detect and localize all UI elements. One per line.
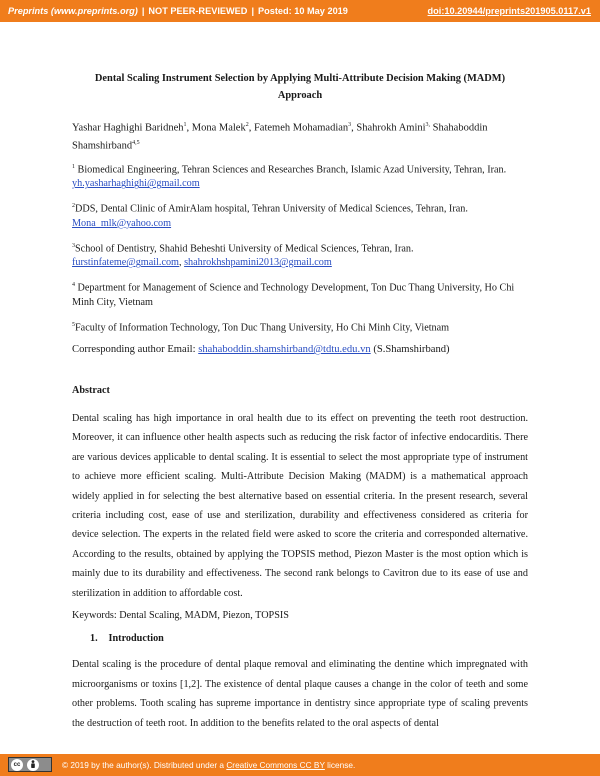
affiliation-sup: 3 [72,242,75,249]
affiliation-sup: 1 [72,164,75,170]
section-title: Introduction [108,633,164,645]
author-list [72,118,528,153]
title-line-2: Approach [277,90,323,101]
cc-logo-icon: cc [11,759,23,771]
corresponding-label: Corresponding author Email: [72,343,199,355]
section-number: 1. [90,633,98,645]
section-heading-introduction [90,633,528,644]
author-sup: 3 [348,122,352,128]
affiliation-2 [72,199,528,230]
posted-date: Posted: 10 May 2019 [258,6,348,16]
paper-title [72,70,528,104]
email-link[interactable]: yh.yasharhaghighi@gmail.com [72,178,200,190]
author: , Mona Malek [186,122,246,134]
license-link[interactable]: Creative Commons CC BY [226,760,325,770]
affiliation-5 [72,318,528,335]
license-suffix: license. [324,760,356,770]
affiliation-text: DDS, Dental Clinic of AmirAlam hospital, Tehran University of Medical Sciences, Tehran, Iran. [75,203,468,215]
license-text [62,760,355,770]
author: , Fatemeh Mohamadian [248,122,349,134]
keywords: Keywords: Dental Scaling, MADM, Piezon, TOPSIS [72,610,289,622]
license-footer-bar [0,754,600,776]
corresponding-author [72,343,528,357]
author: , Shahrokh Amini [351,122,426,134]
paper-page [72,70,528,733]
doi-link[interactable]: doi:10.20944/preprints201905.0117.v1 [427,6,591,16]
author-sup: 3, [425,122,431,128]
affiliation-text: School of Dentistry, Shahid Beheshti University of Medical Sciences, Tehran, Iran. [75,243,414,255]
person-icon [27,759,39,771]
affiliation-1 [72,160,528,191]
abstract-text: Dental scaling has high importance in oral health due to its effect on preventing the teeth root destruction. Moreover, it can influence other health aspects such as reducing the risk factor of infective endocarditis. There are various devices applicable to dental scaling. It is essential to select the most appropriate type of instrument to achieve more efficient scaling. Multi-Attribute Decision Making (MADM) is a mathematical approach widely applied in for selecting the best alternative based on essential criteria. In the present research, several criteria including cost, ease of use and sterilization, durability and effectiveness considered as criteria for device selection. The experts in the related field were asked to score the criteria and corresponded alternative. According to the results, obtained by applying the TOPSIS method, Piezon Master is the most option which is mainly due to its durability and effectiveness. The second rank belongs to Cavitron due to its ease of use and sterilization in addition to affordable cost. [72,412,528,599]
license-prefix: © 2019 by the author(s). Distributed under a [62,760,227,770]
author-sup: 4,5 [132,139,140,146]
email-link[interactable]: shahrokhshpamini2013@gmail.com [184,257,332,269]
affiliation-3: $^3$School of Dentistry, Shahid Beheshti University of Medical Sciences, Tehran, Iran. furstinfateme@gmail.com, shahrokhshpamini2013@gmail.com [72,242,414,269]
author-sup: 2 [245,122,249,128]
affiliation-text: Faculty of Information Technology, Ton Duc Thang University, Ho Chi Minh City, Vietnam [75,321,450,333]
corresponding-name: (S.Shamshirband) [370,343,450,355]
affiliation-4 [72,278,528,309]
email-link[interactable]: furstinfateme@gmail.com [72,257,179,269]
introduction-text: Dental scaling is the procedure of dental plaque removal and eliminating the dentine which impregnated with microorganisms or toxins [1,2]. The existence of dental plaque causes a change in the color of teeth and some other problems. Tooth scaling has supreme importance in dentistry since appropriate type of scaling prevents the destruction of teeth root. In addition to the benefits related to the oral aspects of dental [72,659,528,729]
cc-by-badge[interactable] [8,757,52,772]
affiliation-text: Biomedical Engineering, Tehran Sciences and Researches Branch, Islamic Azad University, Tehran, Iran. [75,164,507,176]
preprint-header-bar [0,0,600,22]
site-link[interactable]: Preprints (www.preprints.org) [8,6,138,16]
affiliation-sup: 5 [72,321,75,328]
author: Shahaboddin Shamshirband [72,122,488,151]
affiliation-sup: 2 [72,203,75,210]
abstract-heading: Abstract [72,384,110,396]
corresponding-email-link[interactable]: shahaboddin.shamshirband@tdtu.edu.vn [198,343,371,355]
email-link[interactable]: Mona_mlk@yahoo.com [72,217,172,229]
title-line-1: Dental Scaling Instrument Selection by Applying Multi-Attribute Decision Making (MADM) [94,73,506,84]
author-sup: 1 [183,122,187,128]
author-first: Yashar Haghighi Baridneh [72,122,184,134]
header-info: Preprints (www.preprints.org) | NOT PEER-REVIEWED | Posted: 10 May 2019 [8,6,348,16]
review-status: NOT PEER-REVIEWED [148,6,248,16]
affiliation-sup: 4 [72,282,75,289]
affiliation-text: Department for Management of Science and Technology Development, Ton Duc Thang University, Ho Chi Minh City, Vietnam [72,282,515,308]
